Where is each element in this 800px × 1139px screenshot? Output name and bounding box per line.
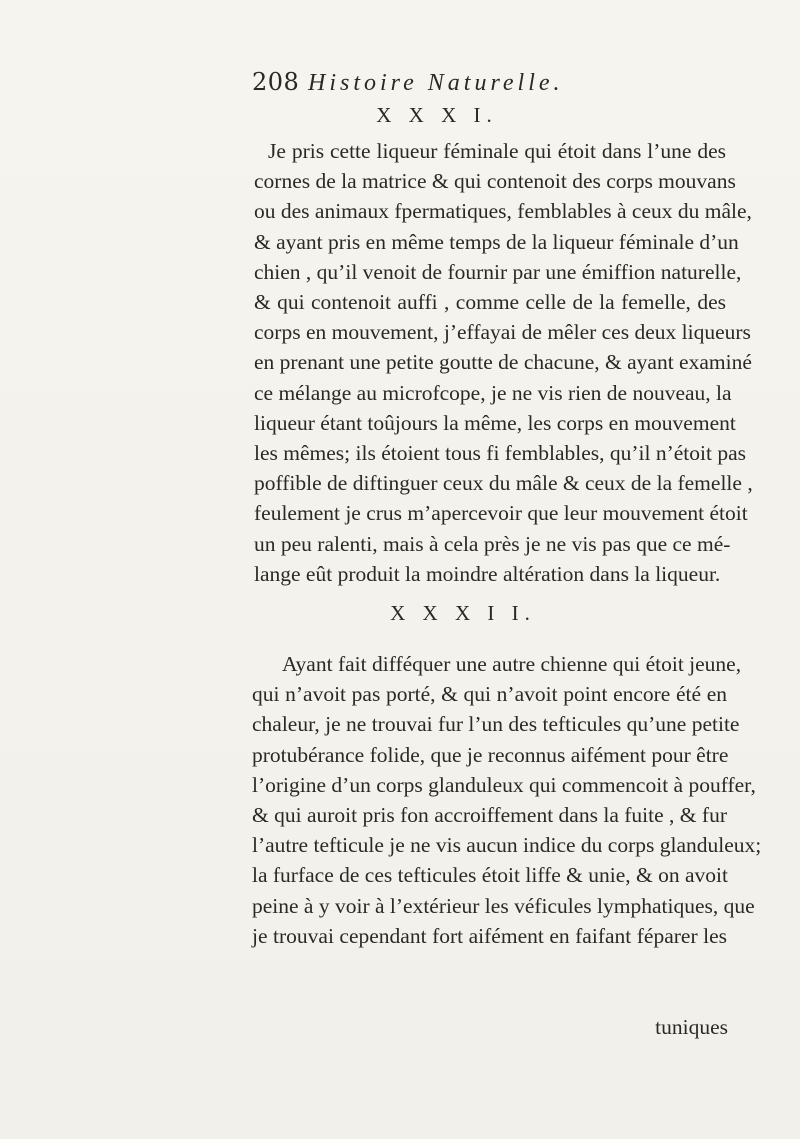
text-line: ce mélange au microfcope, je ne vis rien de nouveau, la xyxy=(254,380,732,405)
text-line: feulement je crus m’apercevoir que leur mouvement étoit xyxy=(254,501,748,526)
text-line: un peu ralenti, mais à cela près je ne vis pas que ce mé- xyxy=(254,531,731,556)
text-line: l’autre tefticule je ne vis aucun indice du corps glanduleux; xyxy=(252,833,762,858)
text-line: protubérance folide, que je reconnus aifément pour être xyxy=(252,742,729,767)
text-line: corps en mouvement, j’effayai de mêler ces deux liqueurs xyxy=(254,320,751,345)
text-line: & qui auroit pris fon accroiffement dans la fuite , & fur xyxy=(252,803,727,828)
text-line: qui n’avoit pas porté, & qui n’avoit point encore été en xyxy=(252,682,727,707)
text-line: Ayant fait difféquer une autre chienne qui étoit jeune, xyxy=(282,652,742,676)
text-line: lange eût produit la moindre altération dans la liqueur. xyxy=(254,561,721,586)
text-line: chaleur, je ne trouvai fur l’un des tefticules qu’une petite xyxy=(252,712,740,737)
text-line: & ayant pris en même temps de la liqueur féminale d’un xyxy=(254,229,739,254)
text-line: l’origine d’un corps glanduleux qui commencoit à pouffer, xyxy=(252,772,756,797)
text-line: poffible de diftinguer ceux du mâle & ceux de la femelle , xyxy=(254,471,753,496)
running-title: Histoire Naturelle. xyxy=(308,70,564,96)
text-line: les mêmes; ils étoient tous fi femblables, qu’il n’étoit pas xyxy=(254,441,747,466)
catchword: tuniques xyxy=(655,1015,728,1039)
text-line: cornes de la matrice & qui contenoit des corps mouvans xyxy=(254,169,736,194)
paragraph-31 xyxy=(254,136,753,589)
section-number-32: X X X I I. xyxy=(390,601,536,625)
section-number-31: X X X I. xyxy=(376,103,498,127)
page-number: 208 xyxy=(252,68,300,96)
text-line: chien , qu’il venoit de fournir par une émiffion naturelle, xyxy=(254,259,742,284)
text-line: & qui contenoit auffi , comme celle de la femelle, des xyxy=(254,290,726,315)
text-line: liqueur étant toûjours la même, les corps en mouvement xyxy=(254,410,736,435)
paragraph-32 xyxy=(252,649,762,951)
text-line: Je pris cette liqueur féminale qui étoit dans l’une des xyxy=(268,139,726,163)
text-line: peine à y voir à l’extérieur les véficules lymphatiques, que xyxy=(252,893,755,918)
text-line: je trouvai cependant fort aifément en faifant féparer les xyxy=(252,923,727,948)
text-line: ou des animaux fpermatiques, femblables à ceux du mâle, xyxy=(254,199,752,224)
text-line: la furface de ces tefticules étoit liffe & unie, & on avoit xyxy=(252,863,729,888)
page-header xyxy=(252,68,672,102)
text-line: en prenant une petite goutte de chacune, & ayant examiné xyxy=(254,350,752,375)
